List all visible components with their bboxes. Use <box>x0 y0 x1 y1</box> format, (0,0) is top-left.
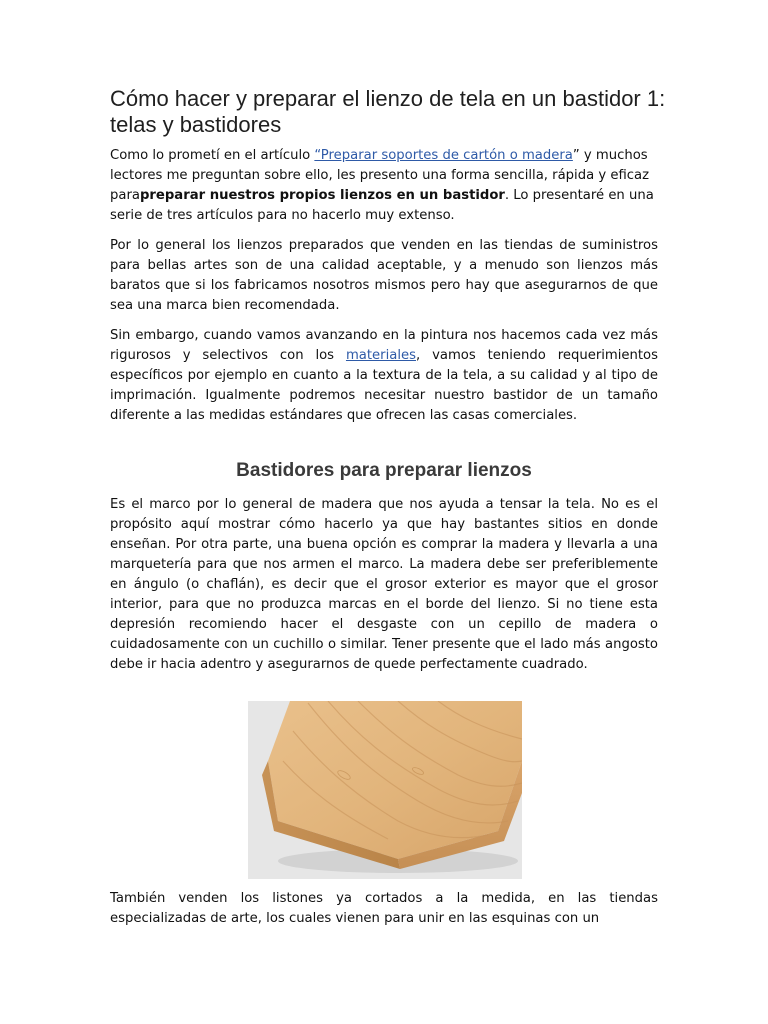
p3-text-a: Sin embargo, cuando vamos avanzando en la pintura nos hacemos cada vez más rigurosos y selectivos con los <box>110 328 658 363</box>
link-preparar-soportes[interactable]: “Preparar soportes de cartón o madera <box>314 148 573 163</box>
section-heading: Bastidores para preparar lienzos <box>236 460 532 481</box>
paragraph-lienzos-preparados: Por lo general los lienzos preparados que venden en las tiendas de suministros para bellas artes son de una calidad aceptable, y a menudo son lienzos más baratos que si los fabricamos nosotros mismos pero hay que asegurarnos de que sea una marca bien recomendada. <box>110 238 658 313</box>
article-title: Cómo hacer y preparar el lienzo de tela en un bastidor 1: telas y bastidores <box>110 86 666 137</box>
paragraph-bastidores: Es el marco por lo general de madera que nos ayuda a tensar la tela. No es el propósito aquí mostrar cómo hacerlo ya que hay bastantes sitios en donde enseñan. Por otra parte, una buena opción es comprar la madera y llevarla a una marquetería para que nos armen el marco. La madera debe ser preferiblemente en ángulo (o chaflán), es decir que el grosor exterior es mayor que el grosor interior, para que no produzca marcas en el borde del lienzo. Si no tiene esta depresión recomiendo hacer el desgaste con un cepillo de madera o cuidadosamente con un cuchillo o similar. Tener presente que el lado más angosto debe ir hacia adentro y asegurarnos de quede perfectamente cuadrado. <box>110 497 658 672</box>
p1-text-c: . Lo presentaré en una serie de tres artículos para no hacerlo muy extenso. <box>110 188 654 223</box>
p1-bold-text: preparar nuestros propios lienzos en un bastidor <box>139 188 505 203</box>
p1-text-b: ” y muchos lectores me preguntan sobre ello, les presento una forma sencilla, rápida y eficaz para <box>110 148 650 203</box>
wood-plank-illustration <box>248 701 522 879</box>
p3-text-b: , vamos teniendo requerimientos específicos por ejemplo en cuanto a la textura de la tela, a su calidad y al tipo de imprimación. Igualmente podremos necesitar nuestro bastidor de un tamaño diferente a las medidas estándares que ofrecen las casas comerciales. <box>110 348 658 423</box>
link-materiales[interactable]: materiales <box>345 348 416 363</box>
paragraph-listones: También venden los listones ya cortados a la medida, en las tiendas especializadas de arte, los cuales vienen para unir en las esquinas con un <box>110 891 658 926</box>
p1-text-a: Como lo prometí en el artículo <box>110 148 315 163</box>
wood-strip-image <box>248 701 522 879</box>
intro-paragraph <box>110 146 658 226</box>
paragraph-sin-embargo <box>110 326 658 426</box>
